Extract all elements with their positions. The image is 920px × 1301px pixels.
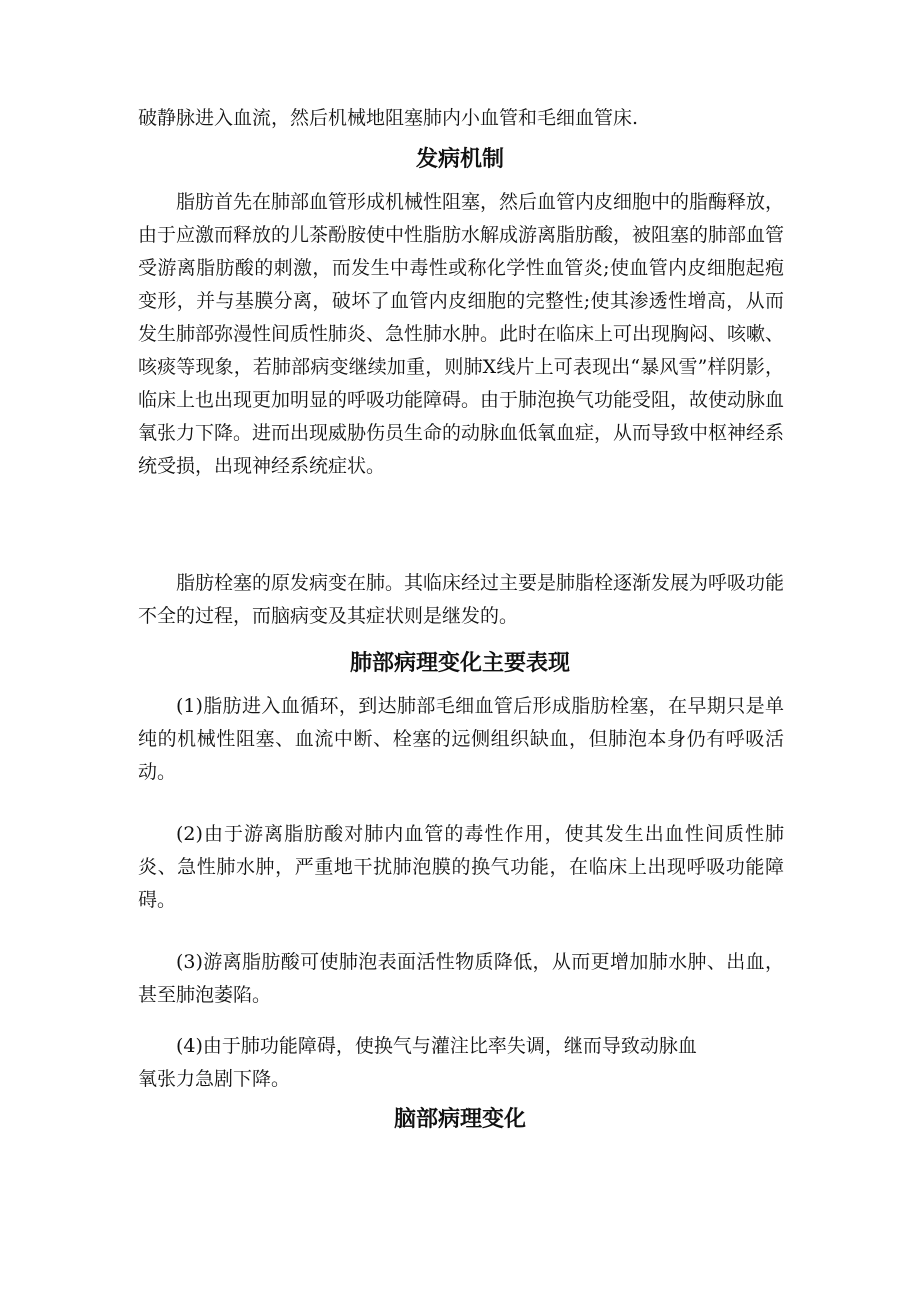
list-item-lung-2: (2)由于游离脂肪酸对肺内血管的毒性作用，使其发生出血性间质性肺炎、急性肺水肿，严重地干扰肺泡膜的换气功能，在临床上出现呼吸功能障碍。 — [138, 823, 784, 911]
paragraph-pathogenesis-mechanism: 脂肪首先在肺部血管形成机械性阻塞，然后血管内皮细胞中的脂酶释放，由于应激而释放的儿茶酚胺使中性脂肪水解成游离脂肪酸，被阻塞的肺部血管受游离脂肪酸的刺激，而发生中毒性或称化学性血管炎;使血管内皮细胞起疱变形，并与基膜分离，破坏了血管内皮细胞的完整性;使其渗透性增高，从而发生肺部弥漫性间质性肺炎、急性肺水肿。此时在临床上可出现胸闷、咳嗽、咳痰等现象，若肺部病变继续加重，则肺X线片上可表现出“暴风雪”样阴影，临床上也出现更加明显的呼吸功能障碍。由于肺泡换气功能受阻，故使动脉血氧张力下降。进而出现威胁伤员生命的动脉血低氧血症，从而导致中枢神经系统受损，出现神经系统症状。 — [138, 191, 785, 477]
paragraph-primary-lesion: 脂肪栓塞的原发病变在肺。其临床经过主要是肺脂栓逐渐发展为呼吸功能不全的过程，而脑病变及其症状则是继发的。 — [138, 572, 785, 627]
list-item-lung-4-line2: 氧张力急剧下降。 — [138, 1068, 291, 1090]
section-heading-pathogenesis: 发病机制 — [415, 147, 504, 172]
intro-paragraph: 破静脉进入血流，然后机械地阻塞肺内小血管和毛细血管床. — [138, 107, 639, 129]
list-item-lung-4-line1: (4)由于肺功能障碍，使换气与灌注比率失调，继而导致动脉血 — [176, 1035, 697, 1057]
list-item-lung-1: (1)脂肪进入血循环，到达肺部毛细血管后形成脂肪栓塞，在早期只是单纯的机械性阻塞、血流中断、栓塞的远侧组织缺血，但肺泡本身仍有呼吸活动。 — [138, 695, 784, 783]
section-heading-brain-changes: 脑部病理变化 — [393, 1107, 526, 1132]
list-item-lung-3: (3)游离脂肪酸可使肺泡表面活性物质降低，从而更增加肺水肿、出血，甚至肺泡萎陷。 — [138, 951, 784, 1006]
section-heading-lung-changes: 肺部病理变化主要表现 — [349, 651, 570, 676]
